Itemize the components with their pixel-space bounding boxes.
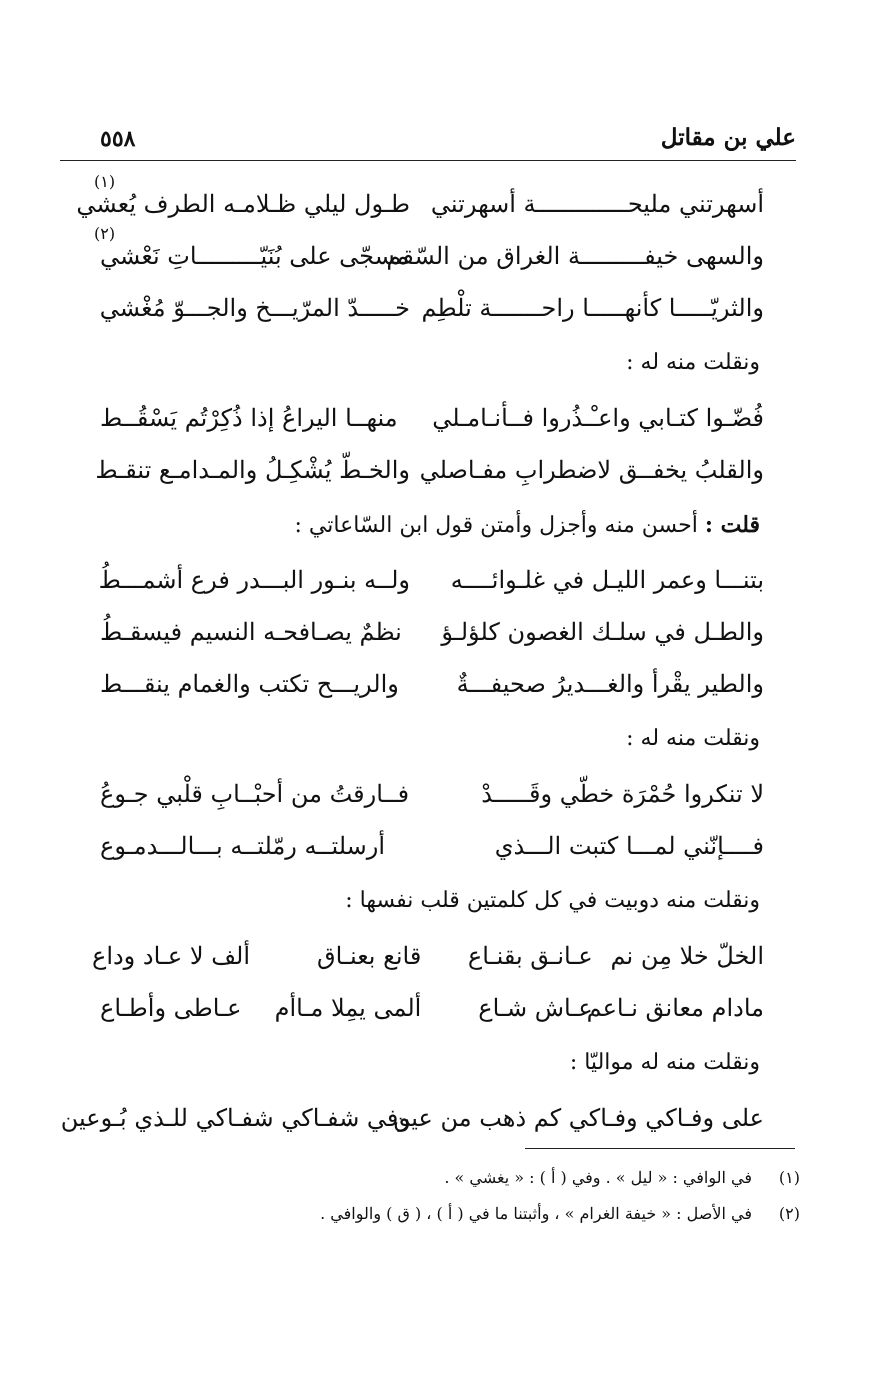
section-intro: ونقلت منه له :: [626, 726, 760, 751]
verse-first-hemistich: والسهى خيفـــــــــة الغراق من السّقم: [386, 242, 764, 270]
dubayt-part: مادام معانق نـاعم: [586, 994, 764, 1022]
verse-second-hemistich: طـول ليلي ظـلامـه الطرف يُعشي: [76, 190, 410, 218]
dubayt-part: ألف لا عـاد وداع: [92, 942, 251, 970]
verse-first-hemistich: والقلبُ يخفــق لاضطرابِ مفـاصلي: [419, 456, 764, 484]
verse-second-hemistich: والريـــح تكتب والغمام ينقـــط: [100, 670, 399, 698]
section-intro: [100, 496, 764, 554]
dubayt-part: عـاش شـاع: [478, 994, 593, 1022]
footnote: [280, 1196, 800, 1232]
verse-second-hemistich: خـــــدّ المرّيـــخ والجـــوّ مُغْشي: [99, 294, 410, 322]
footnote-number: (٢): [778, 1204, 800, 1223]
verse: [100, 658, 764, 710]
section-intro: ونقلت منه له مواليّا :: [569, 1050, 760, 1075]
verse-first-hemistich: أسهرتني مليحـــــــــــــة أسهرتني: [430, 190, 764, 218]
footnote-number: (١): [778, 1168, 800, 1187]
dubayt-line: [100, 982, 764, 1034]
verse-first-hemistich: لا تنكروا حُمْرَة خطّي وقَـــــدْ: [481, 780, 764, 808]
dubayt-part: ألمى يمِلا مـاأم: [274, 994, 422, 1022]
dubayt-part: عـاطى وأطـاع: [100, 994, 242, 1022]
verse-second-hemistich: منهــا اليراعُ إذا ذُكِرْتُم يَسْقُــط: [100, 404, 398, 432]
verse-second-hemistich: والخـطّ يُشْكِـلُ والمـدامـع تنقـط: [95, 456, 410, 484]
verse: [100, 554, 764, 606]
footnote-divider: [525, 1148, 795, 1149]
verse-second-hemistich: مسجّى على بُنَيّـــــــــاتِ نَعْشي: [100, 242, 409, 270]
verse-first-hemistich: فُضّـوا كتـابي واعـْـذُروا فــأنـامـلي: [432, 404, 764, 432]
footnote-text: في الأصل : « خيفة الغرام » ، وأثبتنا ما في ( أ ) ، ( ق ) والوافي .: [320, 1204, 752, 1223]
intro-text: أحسن منه وأجزل وأمتن قول ابن السّاعاتي :: [294, 513, 705, 538]
verse-second-hemistich: أرسلتــه رمّلتــه بـــالـــدمـوع: [100, 832, 385, 860]
verse: [100, 820, 764, 872]
verse: [100, 282, 764, 334]
verse: [100, 392, 764, 444]
footnotes: [280, 1160, 800, 1232]
verse: [95, 444, 764, 496]
verse-first-hemistich: بتنـــا وعمر الليـل في غلـوائــــه: [450, 566, 764, 594]
verse: [100, 768, 764, 820]
page-header: [60, 120, 796, 161]
footnote-text: في الوافي : « ليل » . وفي ( أ ) : « يغشي » .: [444, 1168, 752, 1187]
intro-lead: قلت :: [704, 512, 760, 538]
verse-second-hemistich: وفي شفـاكي شفـاكي للـذي بُـوعين: [60, 1104, 410, 1132]
verse: [100, 606, 764, 658]
footnote: [280, 1160, 800, 1196]
page-number: ٥٥٨: [100, 126, 136, 152]
verse-first-hemistich: والطير يقْرأ والغـــديرُ صحيفـــةٌ: [456, 670, 764, 698]
dubayt-part: قانع بعنـاق: [317, 942, 422, 970]
section-intro: ونقلت منه دوبيت في كل كلمتين قلب نفسها :: [345, 888, 760, 913]
section-intro: ونقلت منه له :: [626, 350, 760, 375]
verse: [60, 1092, 764, 1144]
verse: [76, 172, 764, 230]
dubayt-part: الخلّ خلا مِن نم: [610, 942, 764, 970]
verse: [94, 224, 764, 282]
verse-first-hemistich: فــــإنّني لمـــا كتبت الـــذي: [494, 832, 764, 860]
verse-first-hemistich: والثريّـــــا كأنهـــــا راحـــــــة تلْطِم: [421, 294, 764, 322]
verse-second-hemistich: نظمٌ يصـافحـه النسيم فيسقـطُ: [100, 618, 402, 646]
dubayt-part: عـانـق بقنـاع: [467, 942, 593, 970]
verse-first-hemistich: على وفـاكي وفـاكي كم ذهب من عين: [393, 1104, 764, 1132]
verse-second-hemistich: فــارقتُ من أحبْــابِ قلْبي جـوعُ: [100, 780, 410, 808]
main-content: [60, 172, 764, 1144]
running-title: علي بن مقاتل: [660, 124, 796, 151]
footnote-marker: (١): [94, 172, 116, 191]
verse-first-hemistich: والطـل في سلـك الغصون كلؤلـؤ: [441, 618, 764, 646]
footnote-marker: (٢): [94, 224, 116, 243]
verse-second-hemistich: ولــه بنـور البـــدر فرع أشمـــطُ: [98, 566, 410, 594]
dubayt-line: [92, 930, 764, 982]
